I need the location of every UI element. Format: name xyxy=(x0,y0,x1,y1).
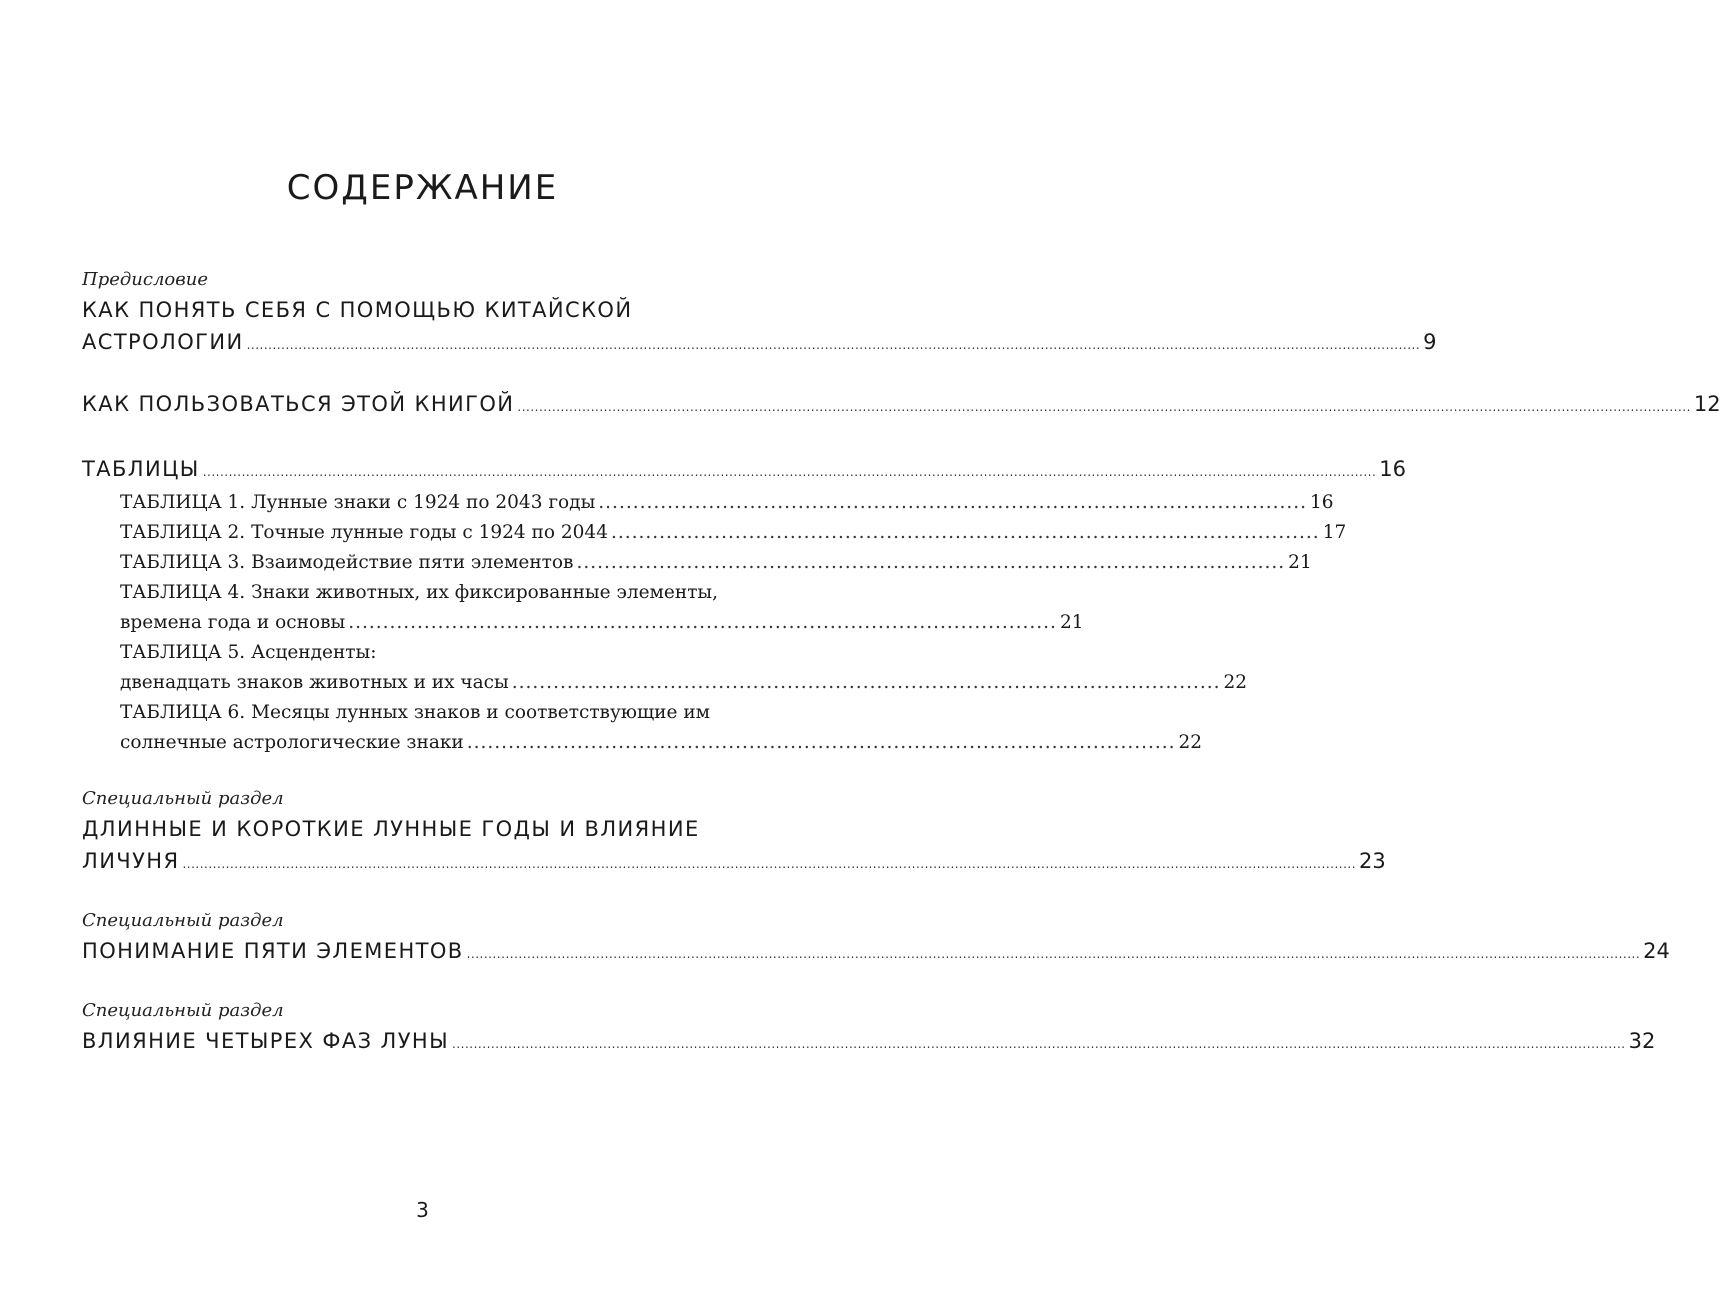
toc-entry-astrology[interactable] xyxy=(82,326,1437,361)
page-ref: 16 xyxy=(1379,457,1406,481)
page-ref: 22 xyxy=(1178,732,1203,753)
page-ref: 21 xyxy=(1288,552,1312,573)
toc-heading-text: КАК ПОНЯТЬ СЕБЯ С ПОМОЩЬЮ КИТАЙСКОЙ xyxy=(82,298,633,322)
toc-heading-text: КАК ПОЛЬЗОВАТЬСЯ ЭТОЙ КНИГОЙ xyxy=(82,392,515,416)
toc-heading-text: ДЛИННЫЕ И КОРОТКИЕ ЛУННЫЕ ГОДЫ И ВЛИЯНИЕ xyxy=(82,817,700,841)
leader-dots: ................................................................................................................................................................................................................................................................................ xyxy=(452,1037,1626,1051)
toc-subentry-table2[interactable] xyxy=(120,518,1347,548)
toc-entry-howto[interactable] xyxy=(82,388,1721,423)
page-title: СОДЕРЖАНИЕ xyxy=(286,168,559,208)
leader-dots: ................................................................................................................................................................................................................................................................................ xyxy=(246,338,1421,352)
subentry-text: ТАБЛИЦА 1. Лунные знаки с 1924 по 2043 годы xyxy=(120,492,596,513)
leader-dots: ................................................................................................................................................................................................................................................................................ xyxy=(466,947,1641,961)
toc-heading-text: ВЛИЯНИЕ ЧЕТЫРЕХ ФАЗ ЛУНЫ xyxy=(82,1029,450,1053)
page-ref: 24 xyxy=(1643,939,1670,963)
toc-subentry-table4[interactable] xyxy=(120,608,1084,638)
subentry-text: ТАБЛИЦА 3. Взаимодействие пяти элементов xyxy=(120,552,574,573)
page-ref: 23 xyxy=(1359,849,1386,873)
leader-dots: ....................................................................................................... xyxy=(610,522,1320,543)
toc-entry-moon-phases[interactable] xyxy=(82,1025,1656,1060)
subentry-text: солнечные астрологические знаки xyxy=(120,732,464,753)
subentry-text: времена года и основы xyxy=(120,612,346,633)
subentry-text: ТАБЛИЦА 6. Месяцы лунных знаков и соответствующие им xyxy=(120,702,711,723)
page-ref: 22 xyxy=(1223,672,1248,693)
table-of-contents xyxy=(82,266,1721,1060)
toc-heading-text: ПОНИМАНИЕ ПЯТИ ЭЛЕМЕНТОВ xyxy=(82,939,464,963)
leader-dots: ................................................................................................................................................................................................................................................................................ xyxy=(202,465,1377,479)
subentry-text: ТАБЛИЦА 2. Точные лунные годы с 1924 по 2044 xyxy=(120,522,608,543)
toc-entry-lunar-years[interactable] xyxy=(82,845,1386,880)
leader-dots: ....................................................................................................... xyxy=(576,552,1286,573)
page-ref: 9 xyxy=(1423,330,1437,354)
page-ref: 21 xyxy=(1059,612,1084,633)
toc-heading-lunar-years[interactable] xyxy=(82,813,735,845)
leader-dots: ....................................................................................................... xyxy=(466,732,1176,753)
subentry-text: ТАБЛИЦА 5. Асценденты: xyxy=(120,642,377,663)
leader-dots: ................................................................................................................................................................................................................................................................................ xyxy=(182,857,1357,871)
toc-subentry-table6[interactable] xyxy=(120,728,1203,758)
page-ref: 12 xyxy=(1693,392,1721,416)
special-section-label: Специальный раздел xyxy=(82,910,284,931)
toc-entry-tables[interactable] xyxy=(82,453,1406,488)
special-section-label: Специальный раздел xyxy=(82,1000,284,1021)
preface-label: Предисловие xyxy=(82,269,208,290)
toc-subentry-table6-line1[interactable] xyxy=(120,698,735,728)
toc-subentry-table5-line1[interactable] xyxy=(120,638,735,668)
page-ref: 32 xyxy=(1628,1029,1656,1053)
tables-sublist xyxy=(120,488,1347,758)
toc-heading-text: АСТРОЛОГИИ xyxy=(82,330,244,354)
subentry-text: двенадцать знаков животных и их часы xyxy=(120,672,509,693)
toc-entry-five-elements[interactable] xyxy=(82,935,1670,970)
leader-dots: ................................................................................................................................................................................................................................................................................ xyxy=(517,400,1691,414)
page-ref: 16 xyxy=(1310,492,1334,513)
leader-dots: ....................................................................................................... xyxy=(511,672,1221,693)
toc-heading-text: ТАБЛИЦЫ xyxy=(82,457,200,481)
special-section-label: Специальный раздел xyxy=(82,788,284,809)
page-number: 3 xyxy=(416,1198,429,1222)
toc-heading-astrology[interactable] xyxy=(82,294,735,326)
toc-subentry-table3[interactable] xyxy=(120,548,1312,578)
toc-subentry-table4-line1[interactable] xyxy=(120,578,735,608)
toc-heading-text: ЛИЧУНЯ xyxy=(82,849,180,873)
leader-dots: ....................................................................................................... xyxy=(598,492,1308,513)
subentry-text: ТАБЛИЦА 4. Знаки животных, их фиксированные элементы, xyxy=(120,582,719,603)
leader-dots: ....................................................................................................... xyxy=(348,612,1057,633)
toc-subentry-table5[interactable] xyxy=(120,668,1248,698)
toc-subentry-table1[interactable] xyxy=(120,488,1334,518)
page-ref: 17 xyxy=(1322,522,1347,543)
